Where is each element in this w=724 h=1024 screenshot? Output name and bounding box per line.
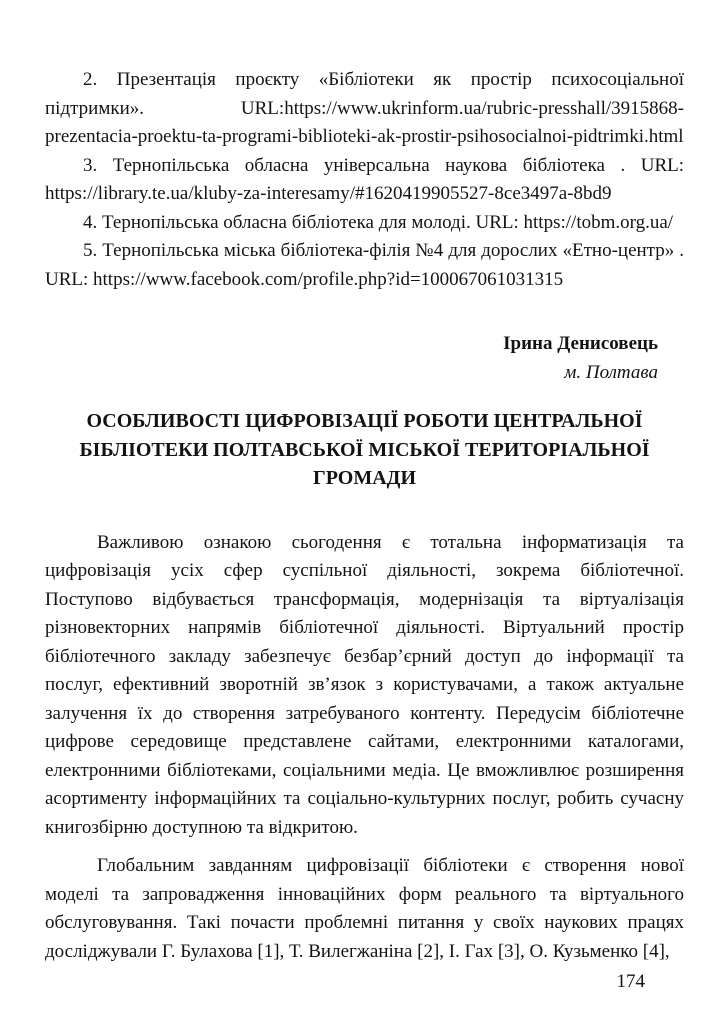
- reference-list: [45, 66, 684, 294]
- article-title-line-1: ОСОБЛИВОСТІ ЦИФРОВІЗАЦІЇ РОБОТИ ЦЕНТРАЛЬНОЇ: [86, 410, 643, 432]
- page-number: 174: [616, 971, 645, 992]
- author-name: Ірина Денисовець: [503, 333, 658, 354]
- reference-item: 5. Тернопільська міська бібліотека-філія №4 для дорослих «Етно-центр» . URL: https://www.facebook.com/profile.php?id=100067061031315: [45, 240, 684, 290]
- body-paragraph: Важливою ознакою сьогодення є тотальна інформатизація та цифровізація усіх сфер суспільної діяльності, зокрема бібліотечної. Поступово відбувається трансформація, модернізація та віртуалізація різновекторних напрямів бібліотечної діяльності. Віртуальний простір бібліотечного закладу забезпечує безбар’єрний доступ до інформації та послуг, ефективний зворотній зв’язок з користувачами, а також актуальне залучення їх до створення затребуваного контенту. Передусім бібліотечне цифрове середовище представлене сайтами, електронними каталогами, електронними бібліотеками, соціальними медіа. Це вможливлює розширення асортименту інформаційних та соціально-культурних послуг, робить сучасну книгозбірню доступною та відкритою.: [45, 531, 684, 838]
- article-title: [45, 407, 684, 493]
- author-block: [45, 330, 684, 387]
- author-location: м. Полтава: [564, 361, 658, 383]
- reference-item: 2. Презентація проєкту «Бібліотеки як простір психосоціальної підтримки». URL:https://www.ukrinform.ua/rubric-presshall/3915868-prezentacia-proektu-ta-programi-biblioteki-ak-prostir-psihosocialnoi-pidtrimki.html: [45, 69, 684, 147]
- body-paragraph: Глобальним завданням цифровізації бібліотеки є створення нової моделі та запровадження інноваційних форм реального та віртуального обслуговування. Такі почасти проблемні питання у своїх наукових працях досліджували Г. Булахова [1], Т. Вилегжаніна [2], І. Гах [3], О. Кузьменко [4],: [45, 855, 684, 962]
- reference-item: 4. Тернопільська обласна бібліотека для молоді. URL: https://tobm.org.ua/: [83, 211, 674, 233]
- article-title-line-2: БІБЛІОТЕКИ ПОЛТАВСЬКОЇ МІСЬКОЇ ТЕРИТОРІАЛЬНОЇ ГРОМАДИ: [79, 438, 650, 489]
- reference-item: 3. Тернопільська обласна універсальна наукова бібліотека . URL: https://library.te.ua/kluby-za-interesamy/#1620419905527-8ce3497a-8bd9: [45, 154, 684, 204]
